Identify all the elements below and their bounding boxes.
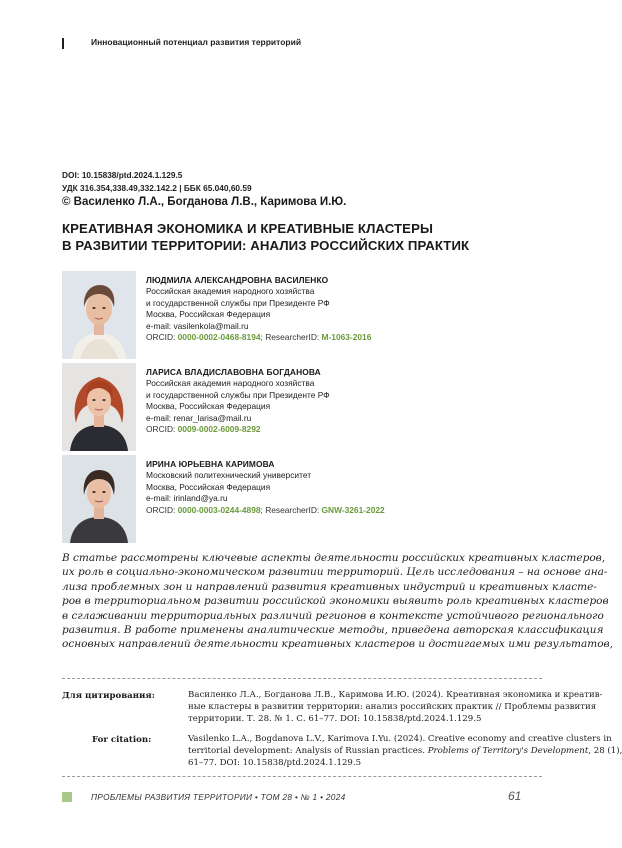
citation-ru-line: ные кластеры в развитии территории: анализ российских практик // Проблемы развития [188, 701, 597, 712]
header-bar [62, 38, 64, 49]
author-block [62, 271, 542, 359]
citation-en-line [188, 745, 622, 758]
citation-en-line: Vasilenko L.A., Bogdanova L.V., Karimova I.Yu. (2024). Creative economy and creative clusters in [188, 734, 612, 744]
author-name: ЛАРИСА ВЛАДИСЛАВОВНА БОГДАНОВА [146, 367, 321, 377]
author-photo [62, 455, 136, 543]
author-ids [146, 505, 385, 516]
citation-divider-bottom [62, 776, 542, 777]
author-location: Москва, Российская Федерация [146, 309, 271, 320]
running-title: Инновационный потенциал развития территорий [91, 37, 302, 47]
author-block [62, 363, 542, 451]
abstract-line: В статье рассмотрены ключевые аспекты деятельности российских креативных кластеров, [62, 552, 606, 564]
citation-en-label: For citation: [92, 735, 152, 745]
title-line: В РАЗВИТИИ ТЕРРИТОРИИ: АНАЛИЗ РОССИЙСКИХ ПРАКТИК [62, 237, 470, 253]
author-email[interactable]: e-mail: vasilenkola@mail.ru [146, 320, 249, 331]
author-affiliation: Российская академия народного хозяйства [146, 286, 315, 297]
author-name: ИРИНА ЮРЬЕВНА КАРИМОВА [146, 459, 275, 469]
citation-en-line: 61–77. DOI: 10.15838/ptd.2024.1.129.5 [188, 757, 362, 768]
article-title [62, 221, 542, 254]
author-info [146, 367, 330, 435]
researcher-id-label: ; ResearcherID: [260, 504, 322, 515]
researcher-id-link[interactable]: M-1063-2016 [321, 332, 372, 343]
author-name: ЛЮДМИЛА АЛЕКСАНДРОВНА ВАСИЛЕНКО [146, 275, 329, 285]
abstract-line: их роль в социально-экономическом развитии территорий. Цель исследования – на основе ана- [62, 566, 608, 579]
author-affiliation: и государственной службы при Президенте РФ [146, 297, 330, 308]
abstract [62, 551, 613, 652]
doi: DOI: 10.15838/ptd.2024.1.129.5 [62, 170, 183, 180]
udk-bbk: УДК 316.354,338.49,332.142.2 | ББК 65.040,60.59 [62, 183, 252, 193]
citation-ru-label: Для цитирования: [62, 691, 155, 701]
author-info [146, 459, 385, 516]
copyright: © Василенко Л.А., Богданова Л.В., Каримова И.Ю. [62, 196, 347, 208]
author-ids [146, 424, 330, 435]
researcher-id-link[interactable]: GNW-3261-2022 [321, 504, 385, 515]
footer-journal: ПРОБЛЕМЫ РАЗВИТИЯ ТЕРРИТОРИИ • ТОМ 28 • № 1 • 2024 [91, 792, 346, 802]
author-photo [62, 363, 136, 451]
citation-divider-top [62, 678, 542, 679]
author-location: Москва, Российская Федерация [146, 401, 271, 412]
author-info [146, 275, 371, 343]
abstract-line: основных направлений деятельности креативных кластеров и достигаемых ими результатов, [62, 638, 613, 651]
citation-en-part: , 28 (1), [588, 745, 622, 756]
orcid-link[interactable]: 0009-0002-6009-8292 [177, 424, 261, 435]
orcid-label: ORCID: [146, 332, 178, 343]
citation-en-journal: Problems of Territory's Development [427, 745, 589, 756]
author-email[interactable]: e-mail: renar_larisa@mail.ru [146, 412, 252, 423]
title-line: КРЕАТИВНАЯ ЭКОНОМИКА И КРЕАТИВНЫЕ КЛАСТЕРЫ [62, 221, 433, 236]
abstract-line: развития. В работе применены аналитические методы, приведена авторская классификация [62, 624, 604, 637]
citation-ru-line: Василенко Л.А., Богданова Л.В., Каримова И.Ю. (2024). Креативная экономика и креатив- [188, 690, 603, 700]
citation-ru-line: территории. Т. 28. № 1. С. 61–77. DOI: 10.15838/ptd.2024.1.129.5 [188, 713, 482, 724]
citation-en-part: territorial development: Analysis of Russian practices. [188, 745, 428, 756]
orcid-link[interactable]: 0000-0002-0468-8194 [177, 332, 261, 343]
citation-ru [188, 690, 603, 725]
abstract-line: лиза проблемных зон и направлений развития креативных индустрий и креативных класте- [62, 580, 597, 593]
orcid-label: ORCID: [146, 424, 178, 435]
author-photo [62, 271, 136, 359]
footer-square [62, 792, 72, 802]
researcher-id-label: ; ResearcherID: [260, 332, 322, 343]
author-affiliation: Московский политехнический университет [146, 470, 312, 481]
author-location: Москва, Российская Федерация [146, 481, 271, 492]
author-ids [146, 332, 371, 343]
citation-en [188, 734, 622, 769]
page-number: 61 [508, 789, 522, 803]
author-block [62, 455, 542, 543]
author-affiliation: Российская академия народного хозяйства [146, 378, 315, 389]
abstract-line: ров в территориальном развитии российской экономики выявить роль креативных кластеров [62, 595, 609, 608]
orcid-label: ORCID: [146, 504, 178, 515]
author-affiliation: и государственной службы при Президенте РФ [146, 389, 330, 400]
author-email[interactable]: e-mail: irinland@ya.ru [146, 493, 228, 504]
abstract-line: в сглаживании территориальных различий регионов в контексте устойчивого регионального [62, 609, 604, 622]
orcid-link[interactable]: 0000-0003-0244-4898 [177, 504, 261, 515]
